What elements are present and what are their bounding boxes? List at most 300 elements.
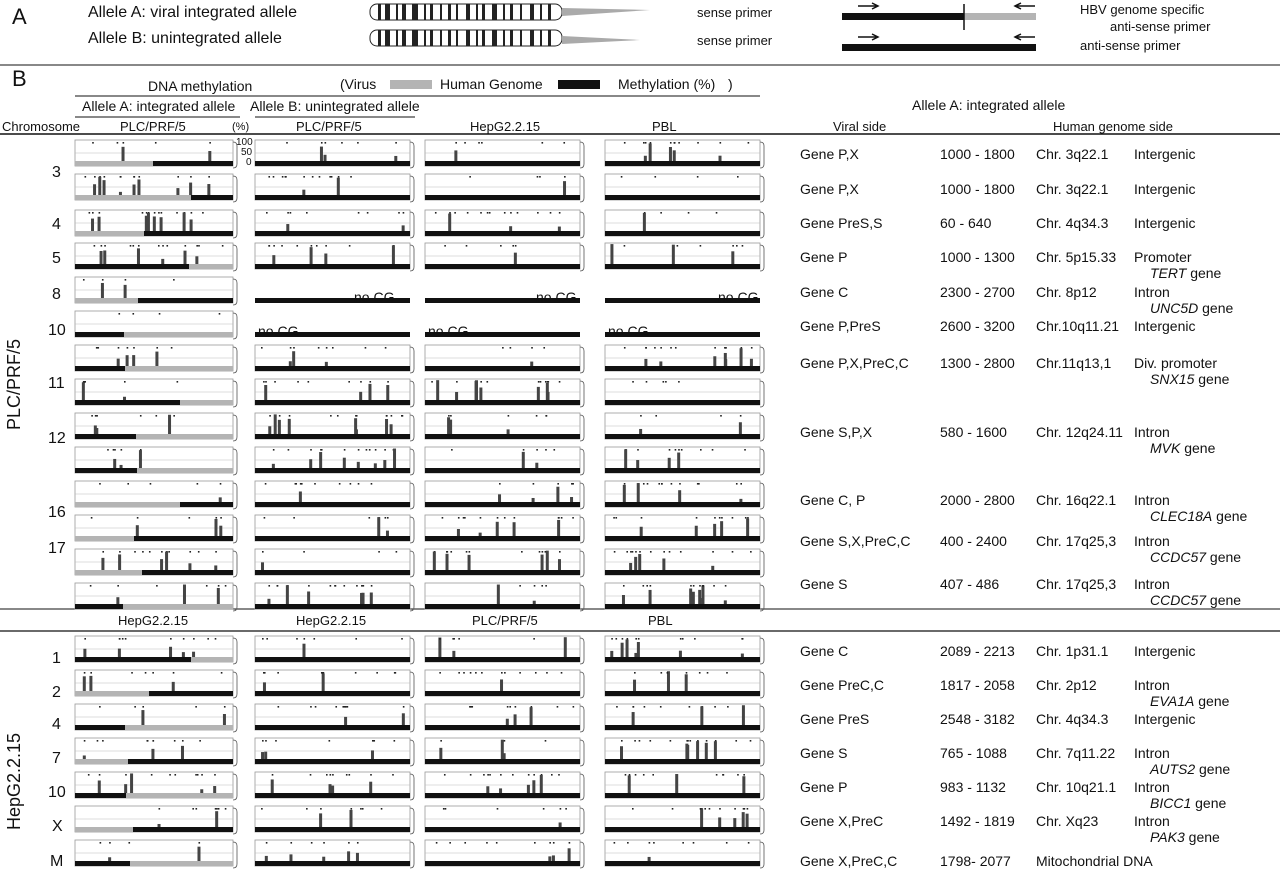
methylation-bar xyxy=(548,856,551,861)
region-cell: Intron xyxy=(1134,576,1170,592)
methylation-bar xyxy=(624,449,627,468)
methylation-bar xyxy=(626,639,629,657)
human-segment xyxy=(75,332,124,337)
methylation-bar xyxy=(436,380,439,400)
human-segment xyxy=(425,366,580,371)
methylation-bar xyxy=(514,714,517,725)
human-segment xyxy=(605,725,760,730)
methylation-bar xyxy=(286,224,289,231)
methylation-bar xyxy=(637,483,640,502)
region-cell: Intron xyxy=(1134,284,1170,300)
methylation-bar xyxy=(636,460,639,468)
col-top-2: PLC/PRF/5 xyxy=(296,119,362,134)
methylation-bar xyxy=(739,422,742,434)
methylation-bar xyxy=(132,355,135,366)
human-segment xyxy=(425,502,580,507)
methylation-bar xyxy=(374,463,377,468)
region-cell: Intron xyxy=(1134,745,1170,761)
viral-range-cell: 1000 - 1800 xyxy=(940,146,1015,162)
methylation-bar xyxy=(724,353,727,366)
host-gene-suffix: gene xyxy=(1212,508,1248,524)
chromosome-band-cell: Chr. 4q34.3 xyxy=(1036,711,1109,727)
methylation-bar xyxy=(669,147,672,161)
methylation-bar xyxy=(94,425,97,434)
methylation-bar xyxy=(288,419,291,434)
human-segment xyxy=(191,195,233,200)
methylation-bar xyxy=(452,651,455,657)
methylation-bar xyxy=(118,649,121,657)
chromosome-band-cell: Chr. 5p15.33 xyxy=(1036,249,1117,265)
methylation-bar xyxy=(89,676,92,691)
methylation-bar xyxy=(278,420,281,434)
col-top-1: PLC/PRF/5 xyxy=(120,119,186,134)
human-segment xyxy=(255,366,410,371)
methylation-bar xyxy=(83,755,86,759)
chrom-label: 10 xyxy=(48,784,66,801)
human-segment xyxy=(425,536,580,541)
host-gene-name: UNC5D xyxy=(1150,300,1199,316)
methylation-bar xyxy=(320,147,323,161)
viral-gene-cell: Gene PreS xyxy=(800,711,870,727)
methylation-bar xyxy=(564,637,567,657)
methylation-bar xyxy=(355,429,358,434)
human-segment xyxy=(605,400,760,405)
methylation-bar xyxy=(141,710,144,725)
human-segment xyxy=(153,161,233,166)
host-gene-suffix: gene xyxy=(1194,693,1230,709)
methylation-bar xyxy=(559,822,562,827)
human-segment xyxy=(255,861,410,866)
viral-range-cell: 983 - 1132 xyxy=(940,779,1006,795)
methylation-bar xyxy=(742,812,745,827)
human-segment xyxy=(605,161,760,166)
methylation-bar xyxy=(620,746,623,759)
methylation-bar xyxy=(546,551,549,570)
methylation-bar xyxy=(160,217,163,231)
methylation-bar xyxy=(189,183,192,195)
methylation-bar xyxy=(558,227,561,231)
methylation-bar xyxy=(263,682,266,691)
primer-diagram xyxy=(842,3,1036,51)
human-segment xyxy=(425,759,580,764)
methylation-bar xyxy=(454,150,457,161)
methylation-bar xyxy=(623,485,626,502)
methylation-bar xyxy=(746,519,749,536)
col-bottom-4: PBL xyxy=(648,613,673,628)
human-segment xyxy=(255,161,410,166)
no-cg-label: no CG xyxy=(354,289,395,305)
methylation-bar xyxy=(120,465,123,468)
methylation-bar xyxy=(499,788,502,793)
viral-gene-cell: Gene X,PreC,C xyxy=(800,853,898,869)
methylation-tracks xyxy=(75,140,764,868)
methylation-bar xyxy=(289,361,292,366)
viral-range-cell: 2300 - 2700 xyxy=(940,284,1015,300)
methylation-bar xyxy=(264,752,267,759)
human-segment xyxy=(425,657,580,662)
human-segment xyxy=(605,657,760,662)
viral-range-cell: 1000 - 1300 xyxy=(940,249,1015,265)
chrom-label: 4 xyxy=(52,716,61,733)
methylation-bar xyxy=(557,520,560,536)
methylation-bar xyxy=(172,682,175,691)
methylation-bar xyxy=(439,748,442,759)
virus-segment xyxy=(123,604,233,609)
methylation-bar xyxy=(530,707,533,725)
region-cell: Intron xyxy=(1134,813,1170,829)
host-gene-cell xyxy=(1150,761,1230,777)
viral-gene-cell: Gene S xyxy=(800,745,848,761)
methylation-bar xyxy=(457,529,460,536)
viral-gene-cell: Gene PreC,C xyxy=(800,677,885,693)
methylation-bar xyxy=(117,359,120,366)
methylation-bar xyxy=(714,741,717,759)
viral-range-cell: 1798- 2077 xyxy=(940,853,1011,869)
methylation-bar xyxy=(390,424,393,434)
methylation-bar xyxy=(433,552,436,570)
methylation-bar xyxy=(546,383,549,400)
methylation-bar xyxy=(214,519,217,536)
methylation-bar xyxy=(324,155,327,161)
human-segment xyxy=(425,231,580,236)
methylation-bar xyxy=(522,452,525,468)
human-segment xyxy=(255,400,410,405)
methylation-bar xyxy=(200,789,203,793)
methylation-bar xyxy=(101,283,104,298)
chromosome-band-cell: Chr. 16q22.1 xyxy=(1036,492,1117,508)
chrom-label: 5 xyxy=(52,250,61,267)
methylation-bar xyxy=(371,750,374,759)
chromosome-band-cell: Chr.10q11.21 xyxy=(1036,318,1120,334)
methylation-bar xyxy=(113,459,116,468)
methylation-bar xyxy=(570,497,573,502)
viral-range-cell: 765 - 1088 xyxy=(940,745,1007,761)
chromosome-band-cell: Chr. 2p12 xyxy=(1036,677,1097,693)
viral-range-cell: 2600 - 3200 xyxy=(940,318,1015,334)
methylation-bar xyxy=(385,419,388,434)
host-gene-cell xyxy=(1150,508,1247,524)
methylation-bar xyxy=(377,517,380,536)
legend-virus-swatch xyxy=(390,80,432,89)
methylation-bar xyxy=(124,784,127,793)
methylation-bar xyxy=(292,351,295,366)
methylation-bar xyxy=(309,459,312,468)
methylation-bar xyxy=(116,597,119,604)
region-cell: Promoter xyxy=(1134,249,1192,265)
methylation-bar xyxy=(98,781,101,793)
methylation-bar xyxy=(507,429,510,434)
methylation-bar xyxy=(530,362,533,366)
methylation-bar xyxy=(496,522,499,536)
viral-gene-cell: Gene P,PreS xyxy=(800,318,881,334)
methylation-bar xyxy=(486,786,489,793)
host-gene-suffix: gene xyxy=(1206,592,1242,608)
methylation-bar xyxy=(160,559,163,570)
region-cell: Intergenic xyxy=(1134,711,1196,727)
human-segment xyxy=(255,827,410,832)
chrom-label: 8 xyxy=(52,286,61,303)
methylation-bar xyxy=(161,259,164,264)
host-gene-cell xyxy=(1150,371,1229,387)
human-segment xyxy=(149,691,233,696)
group-label-plc: PLC/PRF/5 xyxy=(4,338,24,430)
methylation-bar xyxy=(552,855,555,861)
methylation-bar xyxy=(740,348,743,366)
human-segment xyxy=(605,195,760,200)
viral-gene-cell: Gene C, P xyxy=(800,492,866,508)
methylation-bar xyxy=(632,712,635,725)
human-segment xyxy=(425,264,580,269)
human-segment xyxy=(255,195,410,200)
methylation-bar xyxy=(155,352,158,366)
virus-segment xyxy=(125,725,233,730)
methylation-bar xyxy=(108,857,111,861)
viral-gene-cell: Gene P,X xyxy=(800,181,859,197)
methylation-bar xyxy=(503,753,506,759)
virus-segment xyxy=(75,570,142,575)
methylation-bar xyxy=(644,359,647,366)
methylation-bar xyxy=(701,598,704,604)
chrom-label: 4 xyxy=(52,216,61,233)
hbv-primer-line2: anti-sense primer xyxy=(1110,19,1211,34)
chrom-label: 16 xyxy=(48,504,66,521)
human-segment xyxy=(425,793,580,798)
chromosome-band-cell: Chr. 3q22.1 xyxy=(1036,181,1109,197)
human-side-header: Human genome side xyxy=(1053,119,1173,134)
methylation-bar xyxy=(274,414,277,434)
methylation-bar xyxy=(130,773,133,793)
methylation-bar xyxy=(741,654,744,657)
methylation-bar xyxy=(673,150,676,161)
methylation-bar xyxy=(176,188,179,195)
methylation-bar xyxy=(357,462,360,468)
methylation-bar xyxy=(356,853,359,861)
methylation-bar xyxy=(123,397,126,400)
methylation-bar xyxy=(394,156,397,161)
methylation-bar xyxy=(629,563,632,570)
human-segment xyxy=(605,536,760,541)
viral-range-cell: 407 - 486 xyxy=(940,576,1000,592)
methylation-bar xyxy=(678,490,681,502)
virus-segment xyxy=(126,793,233,798)
human-segment xyxy=(425,195,580,200)
methylation-bar xyxy=(145,216,148,231)
methylation-bar xyxy=(181,746,184,759)
virus-segment xyxy=(75,827,133,832)
host-gene-name: MVK xyxy=(1150,440,1181,456)
methylation-bar xyxy=(685,674,688,691)
viral-gene-cell: Gene C xyxy=(800,284,849,300)
region-cell: Intron xyxy=(1134,677,1170,693)
virus-segment xyxy=(75,298,138,303)
methylation-bar xyxy=(455,392,458,400)
human-segment xyxy=(425,725,580,730)
virus-segment xyxy=(75,502,180,507)
host-gene-cell xyxy=(1150,795,1226,811)
methylation-bar xyxy=(558,559,561,570)
methylation-bar xyxy=(272,464,275,468)
methylation-bar xyxy=(101,558,104,570)
right-header: Allele A: integrated allele xyxy=(912,97,1066,113)
human-segment xyxy=(133,827,233,832)
percent-label: (%) xyxy=(232,121,250,133)
human-segment xyxy=(255,502,410,507)
viral-range-cell: 2548 - 3182 xyxy=(940,711,1015,727)
methylation-bar xyxy=(139,450,142,468)
methylation-bar xyxy=(698,590,701,604)
methylation-bar xyxy=(359,392,362,400)
methylation-bar xyxy=(497,585,500,604)
host-gene-name: TERT xyxy=(1150,265,1187,281)
viral-gene-cell: Gene S xyxy=(800,576,848,592)
methylation-bar xyxy=(386,531,389,536)
human-segment xyxy=(255,691,410,696)
host-gene-suffix: gene xyxy=(1186,265,1222,281)
human-segment xyxy=(605,231,760,236)
region-cell: Intergenic xyxy=(1134,181,1196,197)
methylation-bar xyxy=(261,752,264,759)
panel-b-label: B xyxy=(12,66,27,91)
methylation-bar xyxy=(643,213,646,231)
methylation-bar xyxy=(192,652,195,657)
methylation-bar xyxy=(343,458,346,468)
viral-gene-cell: Gene C xyxy=(800,643,849,659)
scale-50: 50 xyxy=(241,147,253,158)
methylation-bar xyxy=(82,382,85,400)
human-segment xyxy=(144,231,233,236)
methylation-bar xyxy=(610,651,613,657)
host-gene-name: CLEC18A xyxy=(1150,508,1213,524)
host-gene-suffix: gene xyxy=(1180,440,1216,456)
human-segment xyxy=(255,468,410,473)
human-segment xyxy=(605,604,760,609)
sense-primer-1: sense primer xyxy=(697,5,773,20)
chromosome-band-cell: Chr. 17q25,3 xyxy=(1036,533,1117,549)
methylation-bar xyxy=(713,524,716,536)
methylation-bar xyxy=(370,593,373,604)
methylation-bar xyxy=(324,253,327,264)
methylation-bar xyxy=(261,562,264,570)
virus-segment xyxy=(189,264,233,269)
virus-segment xyxy=(191,657,233,662)
virus-segment xyxy=(125,366,233,371)
methylation-bar xyxy=(329,784,332,793)
viral-side-header: Viral side xyxy=(833,119,887,134)
methylation-bar xyxy=(268,426,271,434)
human-segment xyxy=(605,502,760,507)
host-gene-name: CCDC57 xyxy=(1150,549,1207,565)
human-segment xyxy=(75,793,126,798)
methylation-bar xyxy=(692,592,695,604)
methylation-bar xyxy=(527,785,530,793)
methylation-bar xyxy=(711,566,714,570)
methylation-bar xyxy=(695,526,698,536)
virus-segment xyxy=(180,400,233,405)
methylation-bar xyxy=(153,216,156,231)
methylation-bar xyxy=(103,180,106,195)
sense-primer-2: sense primer xyxy=(697,33,773,48)
chromosome-band-cell: Chr. 1p31.1 xyxy=(1036,643,1109,659)
legend-close: ) xyxy=(728,76,733,92)
methylation-bar xyxy=(446,554,449,570)
methylation-bar xyxy=(325,362,328,366)
viral-range-cell: 1000 - 1800 xyxy=(940,181,1015,197)
methylation-bar xyxy=(475,380,478,400)
human-segment xyxy=(605,793,760,798)
human-segment xyxy=(75,468,137,473)
scale-0: 0 xyxy=(246,157,252,168)
viral-gene-cell: Gene P xyxy=(800,779,848,795)
methylation-bar xyxy=(705,743,708,759)
chrom-label: 12 xyxy=(48,430,66,447)
chromosome-band-cell: Chr. 8p12 xyxy=(1036,284,1097,300)
methylation-bar xyxy=(746,814,749,827)
allele-a-header: Allele A: integrated allele xyxy=(82,98,236,114)
human-segment xyxy=(255,657,410,662)
methylation-bar xyxy=(310,247,313,264)
host-gene-name: PAK3 xyxy=(1150,829,1185,845)
methylation-bar xyxy=(165,552,168,570)
chromosome-band-cell: Chr. 3q22.1 xyxy=(1036,146,1109,162)
methylation-bar xyxy=(83,676,86,691)
chrom-label: 1 xyxy=(52,650,61,667)
virus-segment xyxy=(75,759,128,764)
methylation-bar xyxy=(223,714,226,725)
host-gene-name: BICC1 xyxy=(1150,795,1192,811)
methylation-bar xyxy=(190,219,193,231)
methylation-bar xyxy=(662,558,665,570)
no-cg-label: no CG xyxy=(428,323,469,339)
human-segment xyxy=(142,570,233,575)
methylation-bar xyxy=(137,248,140,264)
human-segment xyxy=(75,657,191,662)
chrom-label: 17 xyxy=(48,540,66,557)
methylation-bar xyxy=(265,856,268,861)
host-gene-cell xyxy=(1150,300,1233,316)
methylation-bar xyxy=(634,557,637,570)
methylation-bar xyxy=(184,251,187,264)
allele-a-label: Allele A: viral integrated allele xyxy=(88,4,298,21)
methylation-bar xyxy=(347,851,350,861)
methylation-bar xyxy=(119,192,122,195)
methylation-bar xyxy=(337,178,340,195)
methylation-bar xyxy=(272,255,275,264)
viral-range-cell: 1817 - 2058 xyxy=(940,677,1015,693)
viral-gene-cell: Gene X,PreC xyxy=(800,813,884,829)
methylation-bar xyxy=(289,854,292,861)
allele-b-label: Allele B: unintegrated allele xyxy=(88,30,282,47)
legend-virus-label: (Virus xyxy=(340,76,377,92)
human-segment xyxy=(75,366,125,371)
region-cell: Intron xyxy=(1134,533,1170,549)
methylation-bar xyxy=(540,775,543,793)
methylation-bar xyxy=(506,719,509,725)
methylation-bar xyxy=(362,593,365,604)
viral-range-cell: 400 - 2400 xyxy=(940,533,1007,549)
methylation-bar xyxy=(122,147,125,161)
methylation-bar xyxy=(126,355,129,366)
methylation-bar xyxy=(368,384,371,400)
human-segment xyxy=(425,604,580,609)
human-segment xyxy=(425,161,580,166)
host-gene-cell xyxy=(1150,440,1215,456)
chromosome-band-cell: Chr. Xq23 xyxy=(1036,813,1099,829)
methylation-bar xyxy=(383,460,386,468)
virus-segment xyxy=(75,161,153,166)
human-segment xyxy=(255,231,410,236)
region-cell: Intron xyxy=(1134,779,1170,795)
methylation-bar xyxy=(513,522,516,536)
